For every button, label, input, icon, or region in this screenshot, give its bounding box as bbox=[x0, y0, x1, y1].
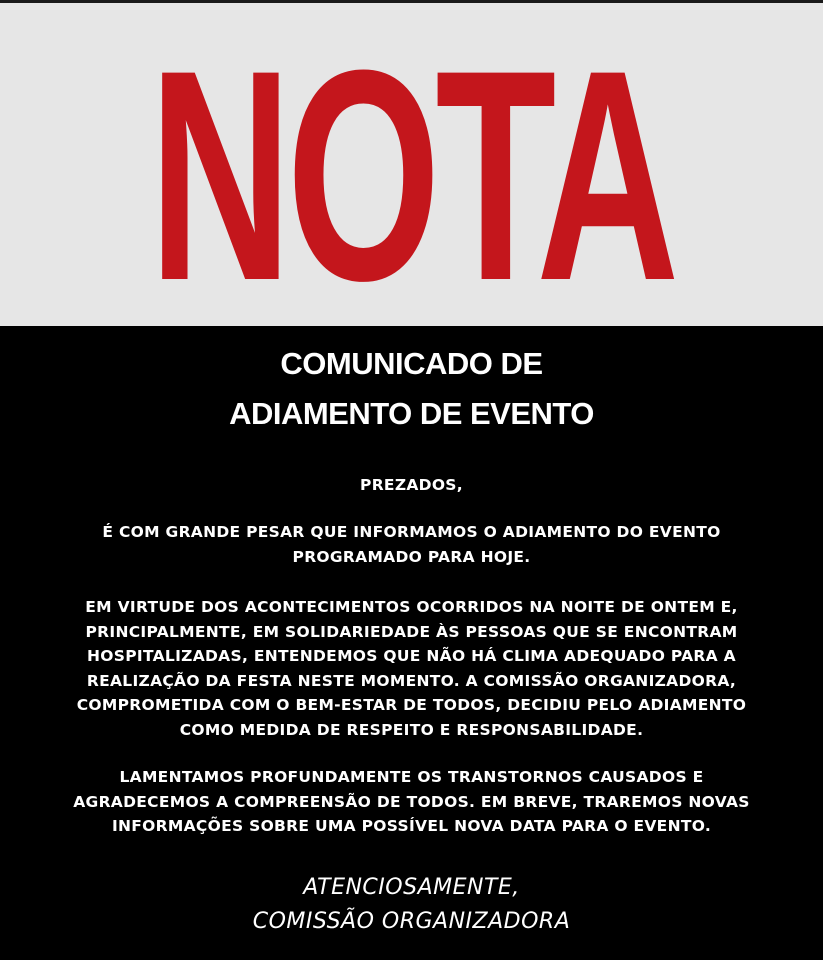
signoff-signature: COMISSÃO ORGANIZADORA bbox=[252, 909, 571, 934]
paragraph-line: AGRADECEMOS A COMPREENSÃO DE TODOS. EM BREVE, TRAREMOS NOVAS bbox=[73, 792, 750, 811]
paragraph-line: LAMENTAMOS PROFUNDAMENTE OS TRANSTORNOS CAUSADOS E bbox=[119, 768, 704, 786]
paragraph-line: HOSPITALIZADAS, ENTENDEMOS QUE NÃO HÁ CLIMA ADEQUADO PARA A bbox=[87, 647, 736, 665]
paragraph-line: É COM GRANDE PESAR QUE INFORMAMOS O ADIAMENTO DO EVENTO bbox=[102, 523, 721, 541]
signoff-closing: ATENCIOSAMENTE, bbox=[303, 875, 520, 900]
paragraph-reason bbox=[40, 595, 783, 742]
paragraph-line: COMO MEDIDA DE RESPEITO E RESPONSABILIDADE. bbox=[179, 720, 644, 739]
heading-line-2: ADIAMENTO DE EVENTO bbox=[229, 396, 594, 431]
paragraph-line: INFORMAÇÕES SOBRE UMA POSSÍVEL NOVA DATA PARA O EVENTO. bbox=[111, 817, 712, 835]
paragraph-line: COMPROMETIDA COM O BEM-ESTAR DE TODOS, DECIDIU PELO ADIAMENTO bbox=[76, 696, 747, 714]
greeting: PREZADOS, bbox=[360, 476, 463, 494]
nota-title: NOTA bbox=[148, 7, 675, 343]
paragraph-line: REALIZAÇÃO DA FESTA NESTE MOMENTO. A COMISSÃO ORGANIZADORA, bbox=[86, 671, 737, 690]
paragraph-line: PRINCIPALMENTE, EM SOLIDARIEDADE ÀS PESSOAS QUE SE ENCONTRAM bbox=[85, 622, 738, 641]
title-banner bbox=[0, 0, 823, 343]
paragraph-line: EM VIRTUDE DOS ACONTECIMENTOS OCORRIDOS NA NOITE DE ONTEM E, bbox=[85, 598, 738, 616]
heading-line-1: COMUNICADO DE bbox=[280, 346, 543, 381]
paragraph-line: PROGRAMADO PARA HOJE. bbox=[292, 547, 531, 566]
paragraph-apology bbox=[40, 765, 783, 839]
paragraph-announcement bbox=[40, 520, 783, 569]
